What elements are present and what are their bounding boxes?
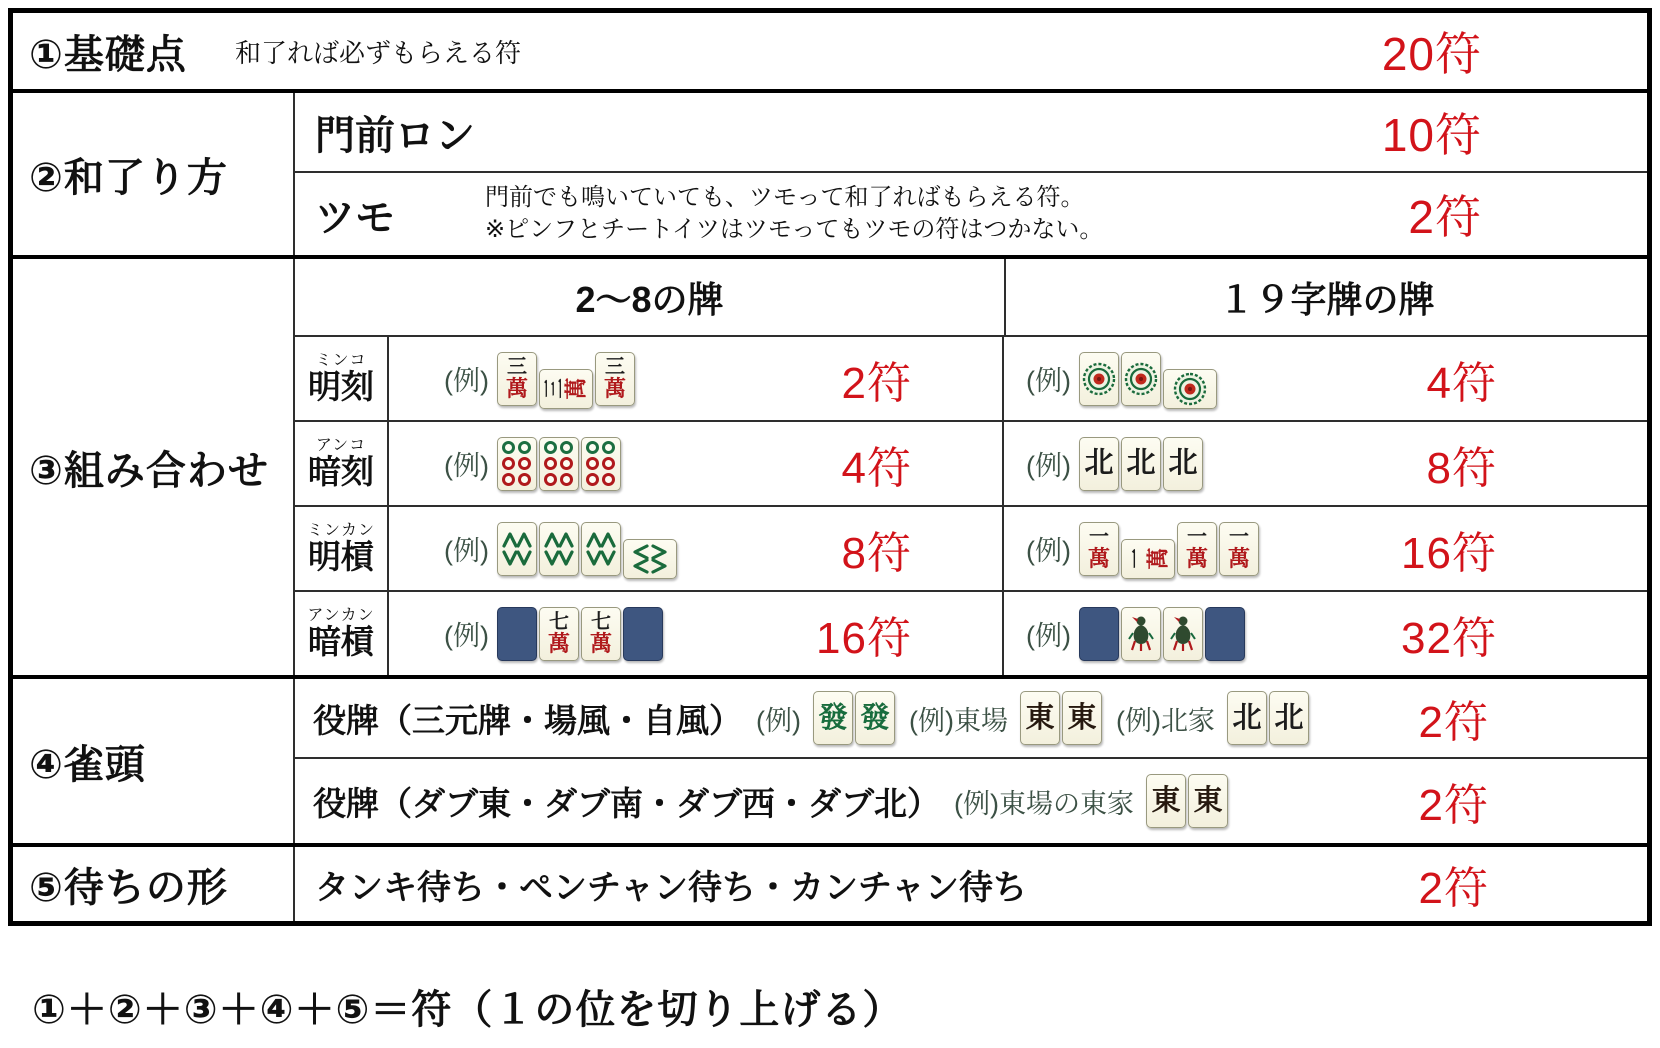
- row-name: 門前ロン: [315, 113, 475, 158]
- tile-face: 一 萬: [1087, 526, 1110, 571]
- header-terminals-honors: １９字牌の牌: [1218, 278, 1435, 320]
- combo-cell-terminals: [1004, 507, 1647, 590]
- section-win-body: [295, 93, 1647, 255]
- furigana: ミンカン: [306, 521, 375, 539]
- tile-man3: [595, 352, 635, 406]
- tile-face: [585, 440, 616, 487]
- tile-group: [1146, 774, 1228, 828]
- tile-face: 一 萬: [1185, 526, 1208, 571]
- sou1-icon: [1128, 614, 1154, 654]
- combo-row-label: [295, 507, 389, 590]
- tile-man1: [1121, 539, 1175, 579]
- section-combinations: [13, 255, 1647, 675]
- tile-face: [1173, 372, 1207, 406]
- section-pair: [13, 675, 1647, 843]
- tile-sou1: [1163, 607, 1203, 661]
- tile-face: 一 萬: [1227, 526, 1250, 571]
- tile-pin1: [1163, 369, 1217, 409]
- fu-value: 2符: [1418, 698, 1489, 747]
- pair-row-yakuhai: [295, 679, 1647, 757]
- tile-ton: [1062, 691, 1102, 745]
- fu-value: 2符: [841, 358, 912, 408]
- tile-face: 七 萬: [547, 611, 570, 656]
- example-label: (例): [444, 536, 489, 566]
- example-label: (例): [1026, 366, 1071, 396]
- tile-back: [1079, 607, 1119, 661]
- tile-face: 北: [1084, 447, 1114, 479]
- wait-description: タンキ待ち・ペンチャン待ち・カンチャン待ち: [315, 868, 1027, 907]
- fu-value: 16符: [816, 613, 912, 663]
- combo-cell-simples: [389, 507, 1004, 590]
- tile-face: [1128, 614, 1154, 654]
- sou8-icon: [631, 543, 669, 575]
- fu-value: 10符: [1381, 109, 1482, 161]
- base-description: 和了れば必ずもらえる符: [235, 37, 522, 68]
- tile-pei: [1079, 437, 1119, 491]
- tile-group: [497, 352, 635, 406]
- example-label: (例)北家: [1115, 705, 1215, 736]
- section-win-method: [13, 89, 1647, 255]
- row-kanji: 暗槓: [308, 622, 374, 660]
- fu-value: 2符: [1418, 864, 1489, 913]
- tile-face: 三 萬: [505, 356, 528, 401]
- tile-group: [1079, 352, 1217, 406]
- row-kanji: 明刻: [308, 367, 374, 405]
- example-label: (例): [444, 451, 489, 481]
- tile-man3: [497, 352, 537, 406]
- example-label: (例): [1026, 536, 1071, 566]
- tile-sou1: [1121, 607, 1161, 661]
- tile-face: [501, 530, 533, 568]
- fu-value: 16符: [1401, 528, 1497, 578]
- tile-man3: [539, 369, 593, 409]
- example-group: [954, 774, 1228, 828]
- tile-face: 東: [1025, 701, 1055, 734]
- fu-table: [8, 8, 1652, 926]
- sou1-icon: [1170, 614, 1196, 654]
- tile-ton: [1188, 774, 1228, 828]
- combo-cell-terminals: [1004, 337, 1647, 420]
- tile-pin6: [497, 437, 537, 491]
- tile-ton: [1146, 774, 1186, 828]
- tile-face: [1082, 362, 1116, 396]
- example-group: [1116, 691, 1309, 745]
- tile-face: 北: [1274, 701, 1304, 734]
- tile-man1: [1219, 522, 1259, 576]
- tile-man1: [1177, 522, 1217, 576]
- row-kanji: 明槓: [308, 537, 374, 575]
- example-group: [909, 691, 1102, 745]
- tile-face: 北: [1126, 447, 1156, 479]
- tile-sou8: [539, 522, 579, 576]
- example-label: (例): [1026, 621, 1071, 651]
- wait-row: [295, 847, 1647, 921]
- example-label: (例)東場: [908, 705, 1008, 736]
- tile-face: 一 萬: [1125, 547, 1171, 570]
- tile-group: [1079, 522, 1259, 576]
- tile-group: [497, 522, 677, 576]
- tile-pin6: [539, 437, 579, 491]
- section-base-label: ①基礎点: [29, 32, 187, 77]
- tile-face: [1170, 614, 1196, 654]
- sou8-icon: [501, 530, 533, 568]
- tile-group: [1079, 607, 1245, 661]
- tile-face: 三 萬: [603, 356, 626, 401]
- tile-face: 三 萬: [543, 377, 589, 400]
- tile-hatsu: [855, 691, 895, 745]
- tile-face: [501, 440, 532, 487]
- fu-value: 20符: [1381, 28, 1482, 80]
- pin1-icon: [1173, 372, 1207, 406]
- row-name: 役牌（ダブ東・ダブ南・ダブ西・ダブ北）: [313, 784, 940, 822]
- tile-back: [623, 607, 663, 661]
- example-label: (例): [756, 705, 801, 736]
- tile-pin1: [1079, 352, 1119, 406]
- header-simples: 2～8の牌: [295, 259, 1006, 335]
- combo-cell-simples: [389, 592, 1004, 675]
- tile-group: [1020, 691, 1102, 745]
- tile-face: 發: [818, 701, 848, 734]
- tile-man1: [1079, 522, 1119, 576]
- fu-value: 2符: [1418, 781, 1489, 830]
- tile-face: 北: [1232, 701, 1262, 734]
- sou8-icon: [585, 530, 617, 568]
- furigana: アンコ: [315, 436, 367, 454]
- combo-row-ankan: [295, 590, 1647, 675]
- fu-value: 32符: [1401, 613, 1497, 663]
- fu-value: 8符: [841, 528, 912, 578]
- fu-value: 4符: [1426, 358, 1497, 408]
- tsumo-note-line1: 門前でも鳴いていても、ツモって和了ればもらえる符。: [485, 183, 1085, 211]
- combo-row-minkan: [295, 505, 1647, 590]
- example-label: (例)東場の東家: [954, 788, 1134, 819]
- furigana: アンカン: [307, 606, 375, 624]
- combo-cell-terminals: [1004, 592, 1647, 675]
- tile-face: [585, 530, 617, 568]
- tile-pei: [1227, 691, 1267, 745]
- combo-cell-terminals: [1004, 422, 1647, 505]
- example-group: [756, 691, 895, 745]
- fu-value: 2符: [1408, 191, 1482, 243]
- section-pair-label: ④雀頭: [13, 679, 295, 843]
- combo-cell-simples: [389, 337, 1004, 420]
- tile-face: 東: [1067, 701, 1097, 734]
- tile-group: [813, 691, 895, 745]
- combo-row-label: [295, 337, 389, 420]
- combo-row-anko: [295, 420, 1647, 505]
- row-name: ツモ: [315, 195, 395, 240]
- tile-face: 七 萬: [589, 611, 612, 656]
- section-base-points: [13, 13, 1647, 89]
- tile-back: [1205, 607, 1245, 661]
- pin1-icon: [1082, 362, 1116, 396]
- tile-face: [631, 543, 669, 575]
- tile-group: [1079, 437, 1203, 491]
- tile-pei: [1163, 437, 1203, 491]
- tile-back: [497, 607, 537, 661]
- tile-man7: [539, 607, 579, 661]
- pin1-icon: [1124, 362, 1158, 396]
- row-kanji: 暗刻: [308, 452, 374, 490]
- section-combo-body: [295, 259, 1647, 675]
- row-name: 役牌（三元牌・場風・自風）: [313, 701, 742, 739]
- example-label: (例): [1026, 451, 1071, 481]
- section-wait-label: ⑤待ちの形: [13, 847, 295, 921]
- fu-total-formula: ①＋②＋③＋④＋⑤＝符（１の位を切り上げる）: [32, 988, 904, 1032]
- tile-ton: [1020, 691, 1060, 745]
- tile-pin6: [581, 437, 621, 491]
- tile-group: [1227, 691, 1309, 745]
- section-wait-shape: [13, 843, 1647, 921]
- tile-face: 發: [860, 701, 890, 734]
- tile-sou8: [497, 522, 537, 576]
- combo-row-label: [295, 422, 389, 505]
- furigana: ミンコ: [315, 351, 367, 369]
- combo-row-label: [295, 592, 389, 675]
- fu-value: 8符: [1426, 443, 1497, 493]
- example-label: (例): [444, 366, 489, 396]
- section-pair-body: [295, 679, 1647, 843]
- tsumo-note: [485, 182, 1103, 247]
- tile-hatsu: [813, 691, 853, 745]
- combo-header-row: [295, 259, 1647, 335]
- tile-face: [543, 530, 575, 568]
- row-menzen-ron: [295, 93, 1647, 171]
- section-combo-label: ③組み合わせ: [13, 259, 295, 675]
- tile-face: 東: [1151, 784, 1181, 817]
- tile-pei: [1269, 691, 1309, 745]
- tile-face: 北: [1168, 447, 1198, 479]
- tile-face: [543, 440, 574, 487]
- combo-row-minko: [295, 335, 1647, 420]
- row-tsumo: [295, 171, 1647, 255]
- tsumo-note-line2: ※ピンフとチートイツはツモってもツモの符はつかない。: [485, 216, 1104, 243]
- sou8-icon: [543, 530, 575, 568]
- combo-cell-simples: [389, 422, 1004, 505]
- tile-face: [1124, 362, 1158, 396]
- example-label: (例): [444, 621, 489, 651]
- tile-sou8: [581, 522, 621, 576]
- tile-pei: [1121, 437, 1161, 491]
- tile-face: 東: [1193, 784, 1223, 817]
- tile-group: [497, 607, 663, 661]
- tile-sou8: [623, 539, 677, 579]
- fu-value: 4符: [841, 443, 912, 493]
- pair-row-double-wind: [295, 757, 1647, 843]
- section-win-label: ②和了り方: [13, 93, 295, 255]
- section-wait-body: [295, 847, 1647, 921]
- tile-man7: [581, 607, 621, 661]
- tile-pin1: [1121, 352, 1161, 406]
- tile-group: [497, 437, 621, 491]
